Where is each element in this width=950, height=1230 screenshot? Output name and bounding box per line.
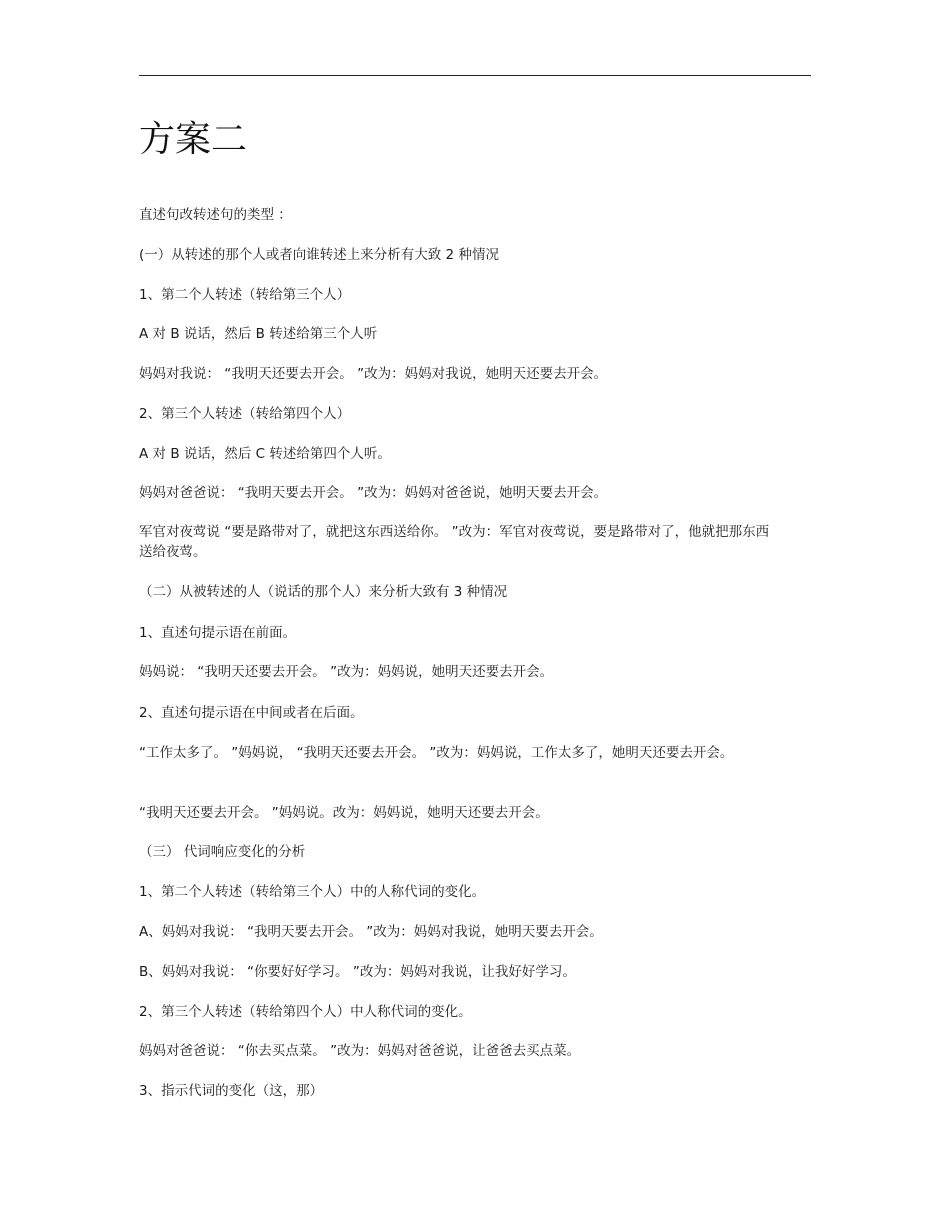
example-line: 妈妈对爸爸说： “你去买点菜。 ”改为：妈妈对爸爸说，让爸爸去买点菜。: [139, 1043, 581, 1059]
example-line: 妈妈对我说： “我明天还要去开会。 ”改为：妈妈对我说，她明天还要去开会。: [139, 366, 608, 382]
paragraph-line: A 对 B 说话，然后 B 转述给第三个人听: [139, 326, 378, 342]
example-line: B、妈妈对我说： “你要好好学习。 ”改为：妈妈对我说，让我好好学习。: [139, 964, 576, 980]
example-line: A、妈妈对我说： “我明天要去开会。 ”改为：妈妈对我说，她明天要去开会。: [139, 924, 603, 940]
paragraph-line: A 对 B 说话，然后 C 转述给第四个人听。: [139, 446, 391, 462]
section-heading: (一）从转述的那个人或者向谁转述上来分析有大致 2 种情况: [139, 247, 499, 263]
header-rule: [139, 75, 811, 76]
example-line: 妈妈说： “我明天还要去开会。 ”改为：妈妈说，她明天还要去开会。: [139, 664, 554, 680]
example-line: “工作太多了。 ”妈妈说， “我明天还要去开会。 ”改为：妈妈说，工作太多了，她明天还要去开会。: [139, 745, 734, 761]
example-line: 妈妈对爸爸说： “我明天要去开会。 ”改为：妈妈对爸爸说，她明天要去开会。: [139, 485, 608, 501]
page-title: 方案二: [139, 119, 248, 160]
paragraph-line: 2、第三个人转述（转给第四个人）: [139, 406, 351, 422]
paragraph-line: 1、直述句提示语在前面。: [139, 625, 297, 641]
example-line: “我明天还要去开会。 ”妈妈说。改为：妈妈说，她明天还要去开会。: [139, 805, 549, 821]
paragraph-line: 3、指示代词的变化（这，那）: [139, 1083, 324, 1099]
paragraph-line: 2、直述句提示语在中间或者在后面。: [139, 705, 364, 721]
section-heading: （二）从被转述的人（说话的那个人）来分析大致有 3 种情况: [139, 584, 508, 600]
paragraph-line: 直述句改转述句的类型 ：: [139, 207, 292, 223]
section-heading: （三） 代词响应变化的分析: [139, 844, 306, 860]
example-line: 军官对夜莺说 “要是路带对了，就把这东西送给你。 ”改为：军官对夜莺说，要是路带对了，他就把那东西送给夜莺。: [139, 524, 770, 560]
paragraph-line: 2、第三个人转述（转给第四个人）中人称代词的变化。: [139, 1004, 472, 1020]
paragraph-line: 1、第二个人转述（转给第三个人）: [139, 287, 351, 303]
paragraph-line: 1、第二个人转述（转给第三个人）中的人称代词的变化。: [139, 884, 486, 900]
